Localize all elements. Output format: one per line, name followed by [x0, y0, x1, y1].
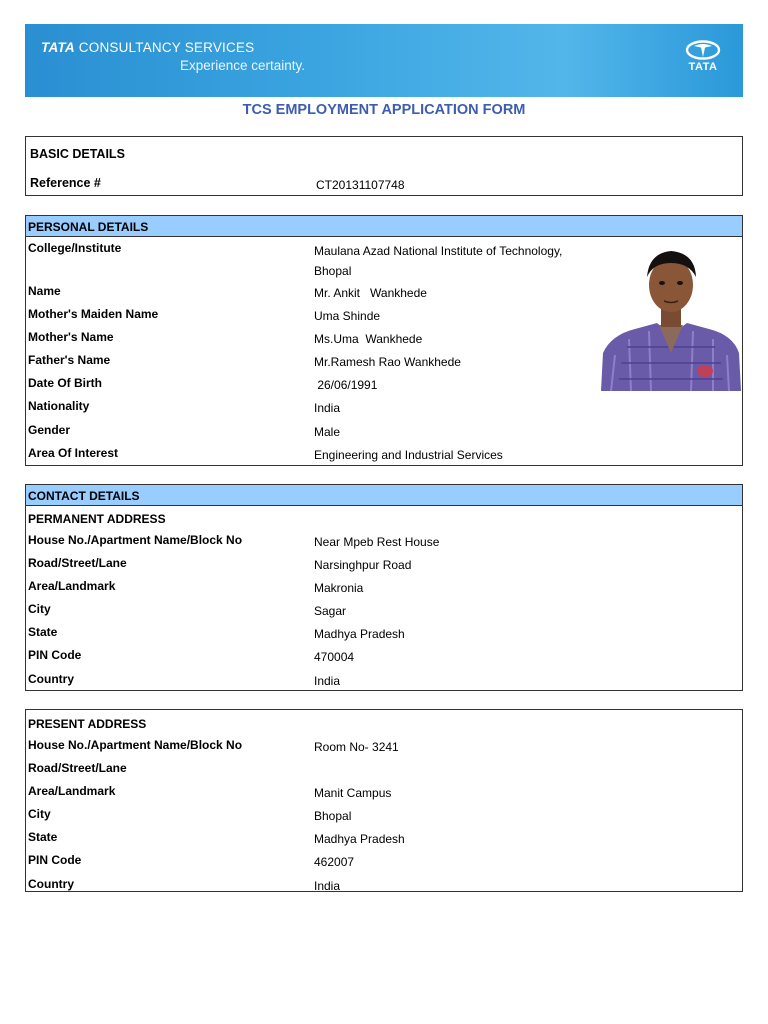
field-city	[26, 598, 742, 621]
field-country	[26, 873, 742, 896]
tata-logo	[681, 40, 725, 73]
field-label: State	[28, 830, 58, 845]
field-gender	[26, 419, 742, 442]
field-value: 470004	[314, 650, 355, 665]
field-label: Mother's Maiden Name	[28, 307, 159, 322]
permanent-address-title: PERMANENT ADDRESS	[28, 512, 166, 526]
field-value: 462007	[314, 855, 355, 870]
applicant-photo	[601, 243, 741, 391]
brand-tagline: Experience certainty.	[180, 58, 306, 73]
field-value: India	[314, 401, 341, 416]
field-state	[26, 826, 742, 849]
field-value: Near Mpeb Rest House	[314, 535, 440, 549]
field-city	[26, 803, 742, 826]
tata-logo-text: TATA	[688, 61, 718, 73]
field-value: Mr.Ramesh Rao Wankhede	[314, 355, 461, 370]
field-house-no	[26, 529, 742, 552]
field-label: Gender	[28, 422, 71, 437]
brand-rest: CONSULTANCY SERVICES	[78, 40, 255, 55]
field-value: Male	[314, 424, 341, 439]
field-value: Sagar	[314, 604, 347, 619]
present-address-heading	[26, 710, 742, 734]
field-value: Mr. Ankit Wankhede	[314, 286, 427, 300]
field-value: Bhopal	[314, 809, 352, 824]
brand-name	[41, 40, 254, 55]
field-label: Area/Landmark	[28, 579, 116, 594]
field-value: Makronia	[314, 581, 364, 596]
field-value: Madhya Pradesh	[314, 832, 405, 847]
field-label: Father's Name	[28, 353, 111, 368]
field-label: PIN Code	[28, 853, 82, 868]
field-value: India	[314, 673, 341, 688]
field-road-street	[26, 757, 742, 780]
field-value: 26/06/1991	[314, 378, 378, 393]
field-label: PIN Code	[28, 648, 82, 663]
personal-details-header: PERSONAL DETAILS	[26, 216, 742, 237]
field-house-no	[26, 734, 742, 757]
field-country	[26, 668, 742, 691]
field-label: Area/Landmark	[28, 784, 116, 799]
contact-details-header: CONTACT DETAILS	[26, 485, 742, 506]
brand-tata-word: TATA	[41, 40, 75, 55]
field-value: Narsinghpur Road	[314, 558, 412, 573]
field-value: Ms.Uma Wankhede	[314, 332, 423, 347]
field-area-landmark	[26, 780, 742, 803]
form-title: TCS EMPLOYMENT APPLICATION FORM	[242, 102, 526, 118]
field-label: Name	[28, 284, 61, 298]
field-area-landmark	[26, 575, 742, 598]
field-area-of-interest	[26, 442, 742, 465]
tata-logo-icon	[685, 40, 721, 60]
header-banner	[25, 24, 743, 97]
permanent-address-heading	[26, 506, 742, 529]
field-label: City	[28, 807, 51, 822]
basic-details-section	[25, 136, 743, 196]
field-pin-code	[26, 849, 742, 872]
basic-details-title: BASIC DETAILS	[30, 147, 125, 161]
field-label: Country	[28, 671, 74, 686]
applicant-photo-image	[601, 243, 741, 391]
field-state	[26, 621, 742, 644]
field-label: Road/Street/Lane	[28, 761, 127, 776]
field-label: Mother's Name	[28, 330, 114, 345]
field-value: Manit Campus	[314, 786, 392, 801]
field-label: City	[28, 602, 51, 617]
field-label: Nationality	[28, 399, 90, 414]
field-label: Date Of Birth	[28, 376, 103, 391]
field-pin-code	[26, 644, 742, 667]
field-value: Uma Shinde	[314, 309, 381, 324]
field-label: House No./Apartment Name/Block No	[28, 533, 243, 547]
field-nationality	[26, 395, 742, 418]
field-value: Madhya Pradesh	[314, 627, 405, 642]
field-value: Maulana Azad National Institute of Technology, Bhopal	[314, 244, 563, 278]
personal-details-section	[25, 215, 743, 466]
present-address-section	[25, 709, 743, 892]
field-label: Road/Street/Lane	[28, 556, 127, 571]
field-label: College/Institute	[28, 241, 122, 255]
field-value: Engineering and Industrial Services	[314, 447, 503, 462]
field-label: Country	[28, 876, 74, 891]
field-road-street	[26, 552, 742, 575]
reference-label: Reference #	[30, 176, 101, 190]
field-value: India	[314, 878, 341, 893]
field-label: House No./Apartment Name/Block No	[28, 738, 243, 752]
reference-value: CT20131107748	[316, 178, 405, 192]
field-value: Room No- 3241	[314, 740, 399, 754]
present-address-title: PRESENT ADDRESS	[28, 717, 147, 731]
contact-details-section	[25, 484, 743, 691]
field-label: Area Of Interest	[28, 445, 119, 460]
field-label: State	[28, 625, 58, 640]
